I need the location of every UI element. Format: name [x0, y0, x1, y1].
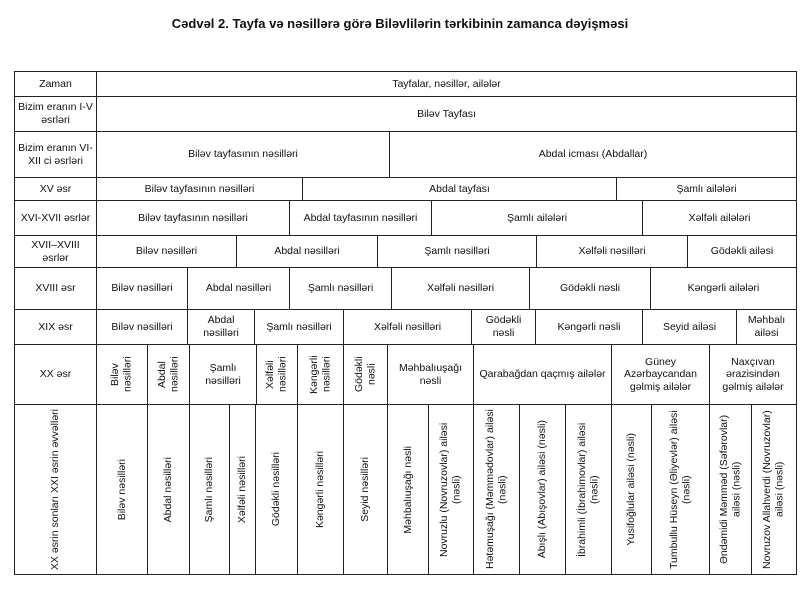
cell-text: Şamlı nəsilləri [205, 361, 241, 387]
period-cell [14, 404, 97, 575]
table-cell [289, 200, 432, 236]
cell-text: Biləv tayfasının nəsilləri [138, 211, 248, 224]
table-cell [147, 404, 190, 575]
cell-text: Qarabağdan qaçmış ailələr [479, 368, 606, 381]
cell-text: Biləv Tayfası [417, 107, 476, 120]
cell-text: Abdal nəsilləri [155, 356, 181, 393]
table-cell [229, 404, 256, 575]
cell-text: XX əsr [39, 368, 72, 381]
cell-text: Seyid ailəsi [662, 320, 717, 333]
table-cell [96, 344, 148, 405]
cell-text: Abdal tayfası [429, 182, 490, 195]
table-cell [96, 96, 797, 132]
cell-text: Tumbullu Hüseyn (Əliyevlər) ailəsi (nəsli) [667, 410, 693, 569]
cell-text: Bizim eranın VI-XII ci əsrləri [18, 141, 93, 167]
cell-text: Hətəmuşağı (Məmmədovlar) ailəsi (nəsli) [483, 409, 509, 570]
cell-text: XX əsrin sonları XXI əsrin əvvəlləri [49, 408, 62, 571]
table-cell [187, 309, 255, 345]
cell-text: Şamlı nəsilləri [307, 282, 374, 295]
cell-text: Abdal nəsilləri [162, 456, 175, 523]
table-cell [302, 177, 617, 201]
cell-text: Güney Azərbaycandan gəlmiş ailələr [624, 355, 697, 393]
table-cell [96, 200, 290, 236]
table-cell [96, 267, 188, 310]
table-cell [255, 404, 298, 575]
cell-text: Naxçıvan ərazisindən gəlmiş ailələr [722, 355, 784, 393]
cell-text: Məhbalı ailəsi [747, 314, 786, 339]
table-cell [471, 309, 536, 345]
cell-text: Xəlfəli ailələri [688, 211, 751, 224]
cell-text: Şamlı ailələri [676, 182, 737, 195]
cell-text: Abdal icması (Abdallar) [538, 148, 648, 161]
cell-text: Gödəkli nəsilləri [270, 452, 283, 527]
table-cell [96, 309, 188, 345]
cell-text: Kəngərli nəsilləri [314, 450, 327, 529]
table-cell [147, 344, 190, 405]
cell-text: Məhbalıuşağı nəsli [401, 445, 414, 534]
table-cell [254, 309, 344, 345]
table-cell [428, 404, 474, 575]
period-cell [14, 177, 97, 201]
table-cell [187, 267, 290, 310]
table-cell [473, 344, 612, 405]
table-cell [343, 344, 388, 405]
cell-text: Bizim eranın I-V əsrləri [18, 101, 93, 126]
cell-text: Abdal nəsilləri [203, 314, 239, 339]
cell-text: Məhbalıuşağı nəsli [398, 361, 463, 387]
cell-text: Abdal nəsilləri [205, 282, 272, 295]
table-cell [431, 200, 643, 236]
cell-text: Xəlfəli nəsilləri [578, 245, 646, 258]
cell-text: XIX əsr [38, 320, 73, 333]
period-cell [14, 344, 97, 405]
table-cell [642, 309, 737, 345]
cell-text: Biləv nəsilləri [115, 458, 128, 521]
period-cell [14, 267, 97, 310]
table-cell [529, 267, 651, 310]
period-cell [14, 71, 97, 97]
table-cell [96, 404, 148, 575]
cell-text: Əndəmidi Məmməd (Səfərovlar) ailəsi (nəsli) [717, 414, 743, 565]
cell-text: Biləv nəsilləri [109, 356, 134, 393]
table-cell [473, 404, 520, 575]
cell-text: Biləv nəsilləri [135, 245, 198, 258]
table-cell [289, 267, 392, 310]
cell-text: Biləv nəsilləri [111, 282, 173, 295]
cell-text: Biləv tayfasının nəsilləri [144, 182, 255, 195]
table-cell [377, 235, 537, 268]
cell-text: Abdal nəsilləri [274, 245, 340, 258]
table-cell [297, 404, 344, 575]
cell-text: Novruzov Allahverdi (Novruzovlar) ailəsi (nəsli) [761, 410, 786, 569]
cell-text: Şamlı nəsilləri [203, 456, 216, 523]
cell-text: Şamlı nəsilləri [266, 320, 332, 333]
cell-text: Seyid nəsilləri [359, 457, 372, 522]
table-cell [565, 404, 612, 575]
table-cell [236, 235, 378, 268]
table-cell [611, 344, 710, 405]
table-cell [687, 235, 797, 268]
table-cell [391, 267, 530, 310]
cell-text: Kəngərli ailələri [687, 282, 760, 295]
cell-text: Xəlfəli nəsilləri [236, 455, 249, 524]
cell-text: Abışlı (Abışovlar) ailəsi (nəsli) [536, 420, 549, 559]
cell-text: Gödəkli nəsli [485, 314, 522, 339]
table-cell [642, 200, 797, 236]
table-cell [387, 344, 474, 405]
table-cell [389, 131, 797, 178]
cell-text: İbrahimli (İbrahimovlar) ailəsi (nəsli) [575, 422, 601, 557]
period-cell [14, 235, 97, 268]
cell-text: Kəngərli nəsilləri [307, 355, 333, 394]
cell-text: Şamlı nəsilləri [424, 245, 490, 258]
table-cell [96, 71, 797, 97]
period-cell [14, 309, 97, 345]
table-cell [651, 404, 710, 575]
cell-text: Şamlı ailələri [506, 211, 568, 224]
cell-text: Xəlfəli nəsilləri [426, 282, 495, 295]
table-cell [343, 309, 472, 345]
table-cell [96, 235, 237, 268]
cell-text: Kəngərli nəsli [557, 320, 621, 333]
table-cell [96, 131, 390, 178]
cell-text: Yusifoğlular ailəsi (nəsli) [625, 433, 638, 546]
table-cell [256, 344, 298, 405]
table-cell [343, 404, 388, 575]
cell-text: Gödəkli nəsli [352, 356, 378, 393]
period-cell [14, 131, 97, 178]
table-cell [387, 404, 429, 575]
cell-text: Gödəkli nəsli [559, 282, 621, 295]
cell-text: XV əsr [39, 182, 72, 195]
table-title: Cədvəl 2. Tayfa və nəsillərə görə Biləvlilərin tərkibinin zamanca dəyişməsi [171, 16, 629, 31]
period-cell [14, 200, 97, 236]
table-cell [650, 267, 797, 310]
table-cell [611, 404, 652, 575]
table-cell [616, 177, 797, 201]
cell-text: Xəlfəli nəsilləri [373, 320, 442, 333]
cell-text: XVI-XVII əsrlər [20, 211, 91, 224]
table-cell [709, 344, 797, 405]
cell-text: Biləv nəsilləri [111, 320, 173, 333]
cell-text: XVII–XVIII əsrlər [31, 238, 80, 264]
table-cell [189, 404, 230, 575]
table-cell [536, 235, 688, 268]
table-cell [535, 309, 643, 345]
cell-text: Tayfalar, nəsillər, ailələr [392, 77, 501, 90]
table-cell [519, 404, 566, 575]
cell-text: Gödəkli ailəsi [710, 245, 774, 258]
table-cell [189, 344, 257, 405]
cell-text: XVIII əsr [35, 282, 76, 295]
cell-text: Abdal tayfasının nəsilləri [303, 211, 418, 224]
cell-text: Novruzlu (Novruzovlar) ailəsi (nəsli) [438, 422, 463, 557]
cell-text: Zaman [39, 77, 72, 90]
table-cell [297, 344, 344, 405]
table-cell [751, 404, 797, 575]
cell-text: Xəlfəli nəsilləri [264, 356, 289, 393]
table-cell [736, 309, 797, 345]
table-cell [709, 404, 752, 575]
period-cell [14, 96, 97, 132]
table-cell [96, 177, 303, 201]
cell-text: Biləv tayfasının nəsilləri [188, 148, 298, 161]
